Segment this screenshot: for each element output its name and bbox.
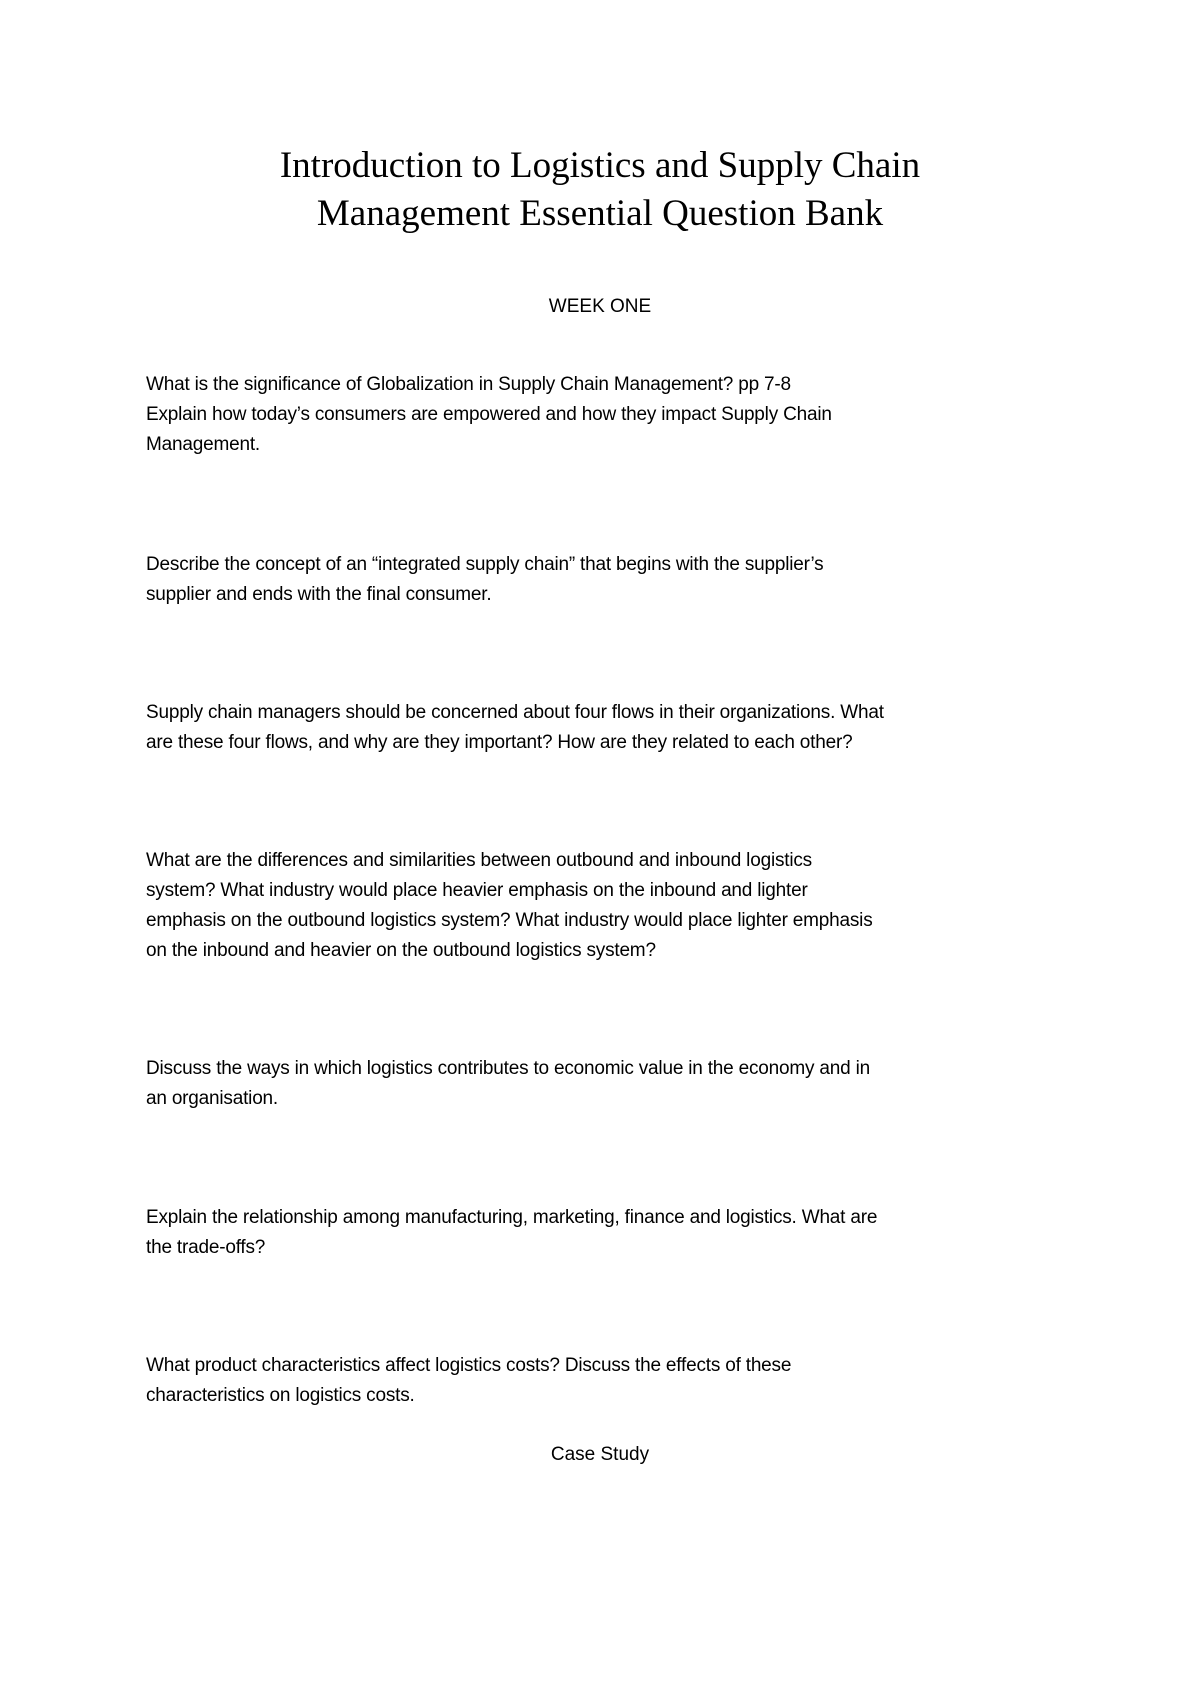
question-2 <box>146 550 1066 610</box>
question-line: are these four flows, and why are they important? How are they related to each other? <box>146 732 853 753</box>
question-line: Discuss the ways in which logistics contributes to economic value in the economy and in <box>146 1058 870 1079</box>
question-line: What is the significance of Globalization in Supply Chain Management? pp 7-8 <box>146 374 791 395</box>
document-title-line-1: Introduction to Logistics and Supply Chain <box>279 145 921 186</box>
question-line: What product characteristics affect logistics costs? Discuss the effects of these <box>146 1355 792 1376</box>
question-line: What are the differences and similarities between outbound and inbound logistics <box>146 850 812 871</box>
question-7 <box>146 1351 1066 1411</box>
case-study-heading: Case Study <box>550 1444 650 1465</box>
question-4 <box>146 846 1066 966</box>
question-line: Describe the concept of an “integrated supply chain” that begins with the supplier’s <box>146 554 824 575</box>
question-line: on the inbound and heavier on the outbound logistics system? <box>146 940 656 961</box>
document-title <box>0 142 1200 238</box>
week-heading: WEEK ONE <box>548 296 652 317</box>
question-line: supplier and ends with the final consumer. <box>146 584 492 605</box>
question-line: Supply chain managers should be concerned about four flows in their organizations. What <box>146 702 884 723</box>
question-line: system? What industry would place heavier emphasis on the inbound and lighter <box>146 880 808 901</box>
question-line: the trade-offs? <box>146 1237 266 1258</box>
question-line: an organisation. <box>146 1088 279 1109</box>
question-3 <box>146 698 1066 758</box>
question-line: Explain the relationship among manufacturing, marketing, finance and logistics. What are <box>146 1207 878 1228</box>
question-line: emphasis on the outbound logistics system? What industry would place lighter emphasis <box>146 910 873 931</box>
question-line: Management. <box>146 434 260 455</box>
question-line: characteristics on logistics costs. <box>146 1385 415 1406</box>
question-line: Explain how today’s consumers are empowered and how they impact Supply Chain <box>146 404 832 425</box>
question-6 <box>146 1203 1066 1263</box>
question-1 <box>146 370 1066 460</box>
document-title-line-2: Management Essential Question Bank <box>316 193 884 234</box>
question-5 <box>146 1054 1066 1114</box>
